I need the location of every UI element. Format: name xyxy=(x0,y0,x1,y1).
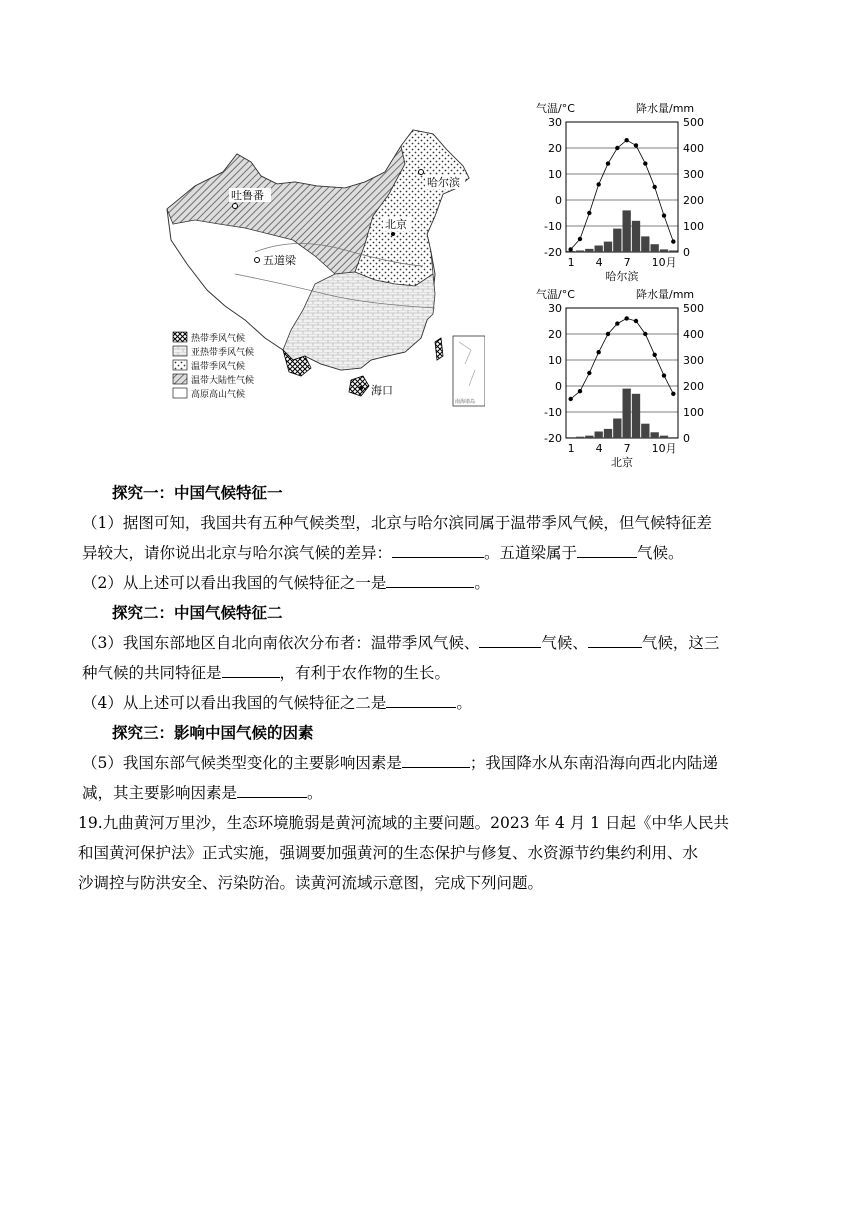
precip-bar xyxy=(576,437,584,438)
temp-tick-label: 30 xyxy=(548,116,562,129)
q19-text: 和国黄河保护法》正式实施，强调要加强黄河的生态保护与修复、水资源节约集约利用、水 xyxy=(78,844,699,862)
plot-frame xyxy=(566,308,678,438)
left-axis-label: 气温/°C xyxy=(536,102,575,115)
precip-tick-label: 100 xyxy=(683,220,704,233)
q5-text: 减，其主要影响因素是 xyxy=(82,784,238,802)
temp-tick-label: 10 xyxy=(548,354,562,367)
temperature-point xyxy=(662,373,666,377)
temp-tick-label: 30 xyxy=(548,302,562,315)
answer-blank[interactable] xyxy=(386,689,456,708)
q2-text: （2）从上述可以看出我国的气候特征之一是 xyxy=(82,574,387,592)
section-heading-1: 探究一：中国气候特征一 xyxy=(112,483,283,502)
legend-label: 亚热带季风气候 xyxy=(191,348,255,358)
temp-tick-label: -20 xyxy=(544,432,562,445)
precip-bar xyxy=(595,432,603,439)
precip-bar xyxy=(651,244,659,252)
temperature-point xyxy=(615,321,619,325)
temperature-line xyxy=(571,140,674,249)
precip-tick-label: 300 xyxy=(683,168,704,181)
q1-text: 气候。 xyxy=(637,544,684,562)
precip-bar xyxy=(669,437,677,438)
temp-tick-label: 0 xyxy=(555,380,562,393)
inset-label: 南海诸岛 xyxy=(455,399,476,405)
temperature-point xyxy=(652,353,656,357)
x-tick-label: 7 xyxy=(623,256,631,269)
answer-blank[interactable] xyxy=(588,629,642,648)
temperature-point xyxy=(643,332,647,336)
temp-tick-label: 20 xyxy=(548,142,562,155)
plot-frame xyxy=(566,122,678,252)
temperature-point xyxy=(568,247,572,251)
legend-label: 热带季风气候 xyxy=(191,334,246,344)
q2-text: 。 xyxy=(474,574,490,592)
map-label-beijing: 北京 xyxy=(385,218,407,231)
temperature-point xyxy=(615,146,619,150)
q5-text: （5）我国东部气候类型变化的主要影响因素是 xyxy=(82,754,402,772)
south-sea-inset xyxy=(453,336,485,406)
precip-tick-label: 400 xyxy=(683,142,704,155)
temperature-point xyxy=(662,213,666,217)
precip-tick-label: 200 xyxy=(683,380,704,393)
temp-tick-label: 20 xyxy=(548,328,562,341)
precip-tick-label: 500 xyxy=(683,302,704,315)
precip-bar xyxy=(604,242,612,252)
chart-title: 哈尔滨 xyxy=(605,270,639,283)
climate-chart-harbin xyxy=(530,100,710,284)
temp-tick-label: -20 xyxy=(544,246,562,259)
x-tick-label: 4 xyxy=(595,442,603,455)
map-label-wudaoliang: 五道梁 xyxy=(263,254,296,267)
precip-bar xyxy=(604,429,612,438)
precip-tick-label: 0 xyxy=(683,246,690,259)
precip-bar xyxy=(641,236,649,252)
x-tick-label: 10月 xyxy=(651,442,677,455)
q5-text: 。 xyxy=(307,784,323,802)
temperature-point xyxy=(624,138,628,142)
legend-label: 温带大陆性气候 xyxy=(191,376,255,386)
precip-bar xyxy=(660,249,668,252)
answer-blank[interactable] xyxy=(479,629,541,648)
legend-label: 高原高山气候 xyxy=(191,390,246,400)
right-axis-label: 降水量/mm xyxy=(636,288,695,301)
precip-bar xyxy=(585,436,593,438)
region-hainan xyxy=(349,376,369,396)
precip-bar xyxy=(660,436,668,438)
q3-text: 气候、 xyxy=(541,634,588,652)
temp-tick-label: -10 xyxy=(544,406,562,419)
q19-text: 19.九曲黄河万里沙，生态环境脆弱是黄河流域的主要问题。2023 年 4 月 1 日起《中华人民共 xyxy=(78,814,729,832)
section-heading-2: 探究二：中国气候特征二 xyxy=(112,603,283,622)
precip-bar xyxy=(595,246,603,253)
map-label-turpan: 吐鲁番 xyxy=(231,189,264,202)
answer-blank[interactable] xyxy=(237,779,307,798)
map-legend xyxy=(173,332,254,400)
q1-text: 异较大，请你说出北京与哈尔滨气候的差异： xyxy=(82,544,393,562)
left-axis-label: 气温/°C xyxy=(536,288,575,301)
precip-tick-label: 400 xyxy=(683,328,704,341)
precip-bar xyxy=(613,419,621,439)
temperature-point xyxy=(587,371,591,375)
temperature-point xyxy=(596,350,600,354)
legend-label: 温带季风气候 xyxy=(191,362,246,372)
precip-tick-label: 200 xyxy=(683,194,704,207)
temperature-point xyxy=(652,185,656,189)
temperature-point xyxy=(568,397,572,401)
map-label-harbin: 哈尔滨 xyxy=(427,176,460,189)
temperature-point xyxy=(671,239,675,243)
temperature-point xyxy=(634,143,638,147)
precip-bar xyxy=(632,394,640,438)
climate-chart-beijing xyxy=(530,286,710,470)
temperature-point xyxy=(643,161,647,165)
q3-text: 气候，这三 xyxy=(641,634,720,652)
temperature-point xyxy=(606,161,610,165)
precip-tick-label: 300 xyxy=(683,354,704,367)
answer-blank[interactable] xyxy=(402,749,470,768)
precip-bar xyxy=(641,424,649,438)
question-text xyxy=(78,478,782,898)
temperature-point xyxy=(587,211,591,215)
q3-text: ，有利于农作物的生长。 xyxy=(279,664,451,682)
answer-blank[interactable] xyxy=(222,659,280,678)
precip-bar xyxy=(669,250,677,252)
x-tick-label: 1 xyxy=(567,256,575,269)
answer-blank[interactable] xyxy=(577,539,637,558)
precip-bar xyxy=(632,221,640,252)
x-tick-label: 1 xyxy=(567,442,575,455)
precip-tick-label: 100 xyxy=(683,406,704,419)
q5-text: ；我国降水从东南沿海向西北内陆递 xyxy=(469,754,718,772)
q1-text: 。五道梁属于 xyxy=(484,544,578,562)
precip-bar xyxy=(576,250,584,252)
q4-text: （4）从上述可以看出我国的气候特征之二是 xyxy=(82,694,387,712)
temperature-point xyxy=(578,237,582,241)
temperature-point xyxy=(596,182,600,186)
q3-text: （3）我国东部地区自北向南依次分布者：温带季风气候、 xyxy=(82,634,480,652)
precip-tick-label: 0 xyxy=(683,432,690,445)
china-climate-map xyxy=(165,124,485,409)
temp-tick-label: 0 xyxy=(555,194,562,207)
temperature-line xyxy=(571,318,674,399)
precip-bar xyxy=(585,249,593,252)
temperature-point xyxy=(634,319,638,323)
q4-text: 。 xyxy=(456,694,472,712)
section-heading-3: 探究三：影响中国气候的因素 xyxy=(112,723,314,742)
answer-blank[interactable] xyxy=(386,569,474,588)
precip-tick-label: 500 xyxy=(683,116,704,129)
precip-bar xyxy=(651,432,659,438)
temperature-point xyxy=(578,389,582,393)
x-tick-label: 10月 xyxy=(651,256,677,269)
temperature-point xyxy=(624,316,628,320)
region-taiwan xyxy=(435,338,443,360)
x-tick-label: 7 xyxy=(623,442,631,455)
q19-text: 沙调控与防洪安全、污染防治。读黄河流域示意图，完成下列问题。 xyxy=(78,874,544,892)
temperature-point xyxy=(606,332,610,336)
precip-bar xyxy=(567,437,575,438)
temp-tick-label: 10 xyxy=(548,168,562,181)
precip-bar xyxy=(623,389,631,438)
map-label-haikou: 海口 xyxy=(371,384,393,397)
q3-text: 种气候的共同特征是 xyxy=(82,664,222,682)
q1-text: （1）据图可知，我国共有五种气候类型，北京与哈尔滨同属于温带季风气候，但气候特征差 xyxy=(82,514,712,532)
chart-title: 北京 xyxy=(611,456,633,469)
temperature-point xyxy=(671,392,675,396)
temp-tick-label: -10 xyxy=(544,220,562,233)
precip-bar xyxy=(613,229,621,252)
precip-bar xyxy=(623,210,631,252)
x-tick-label: 4 xyxy=(595,256,603,269)
right-axis-label: 降水量/mm xyxy=(636,102,695,115)
answer-blank[interactable] xyxy=(392,539,484,558)
